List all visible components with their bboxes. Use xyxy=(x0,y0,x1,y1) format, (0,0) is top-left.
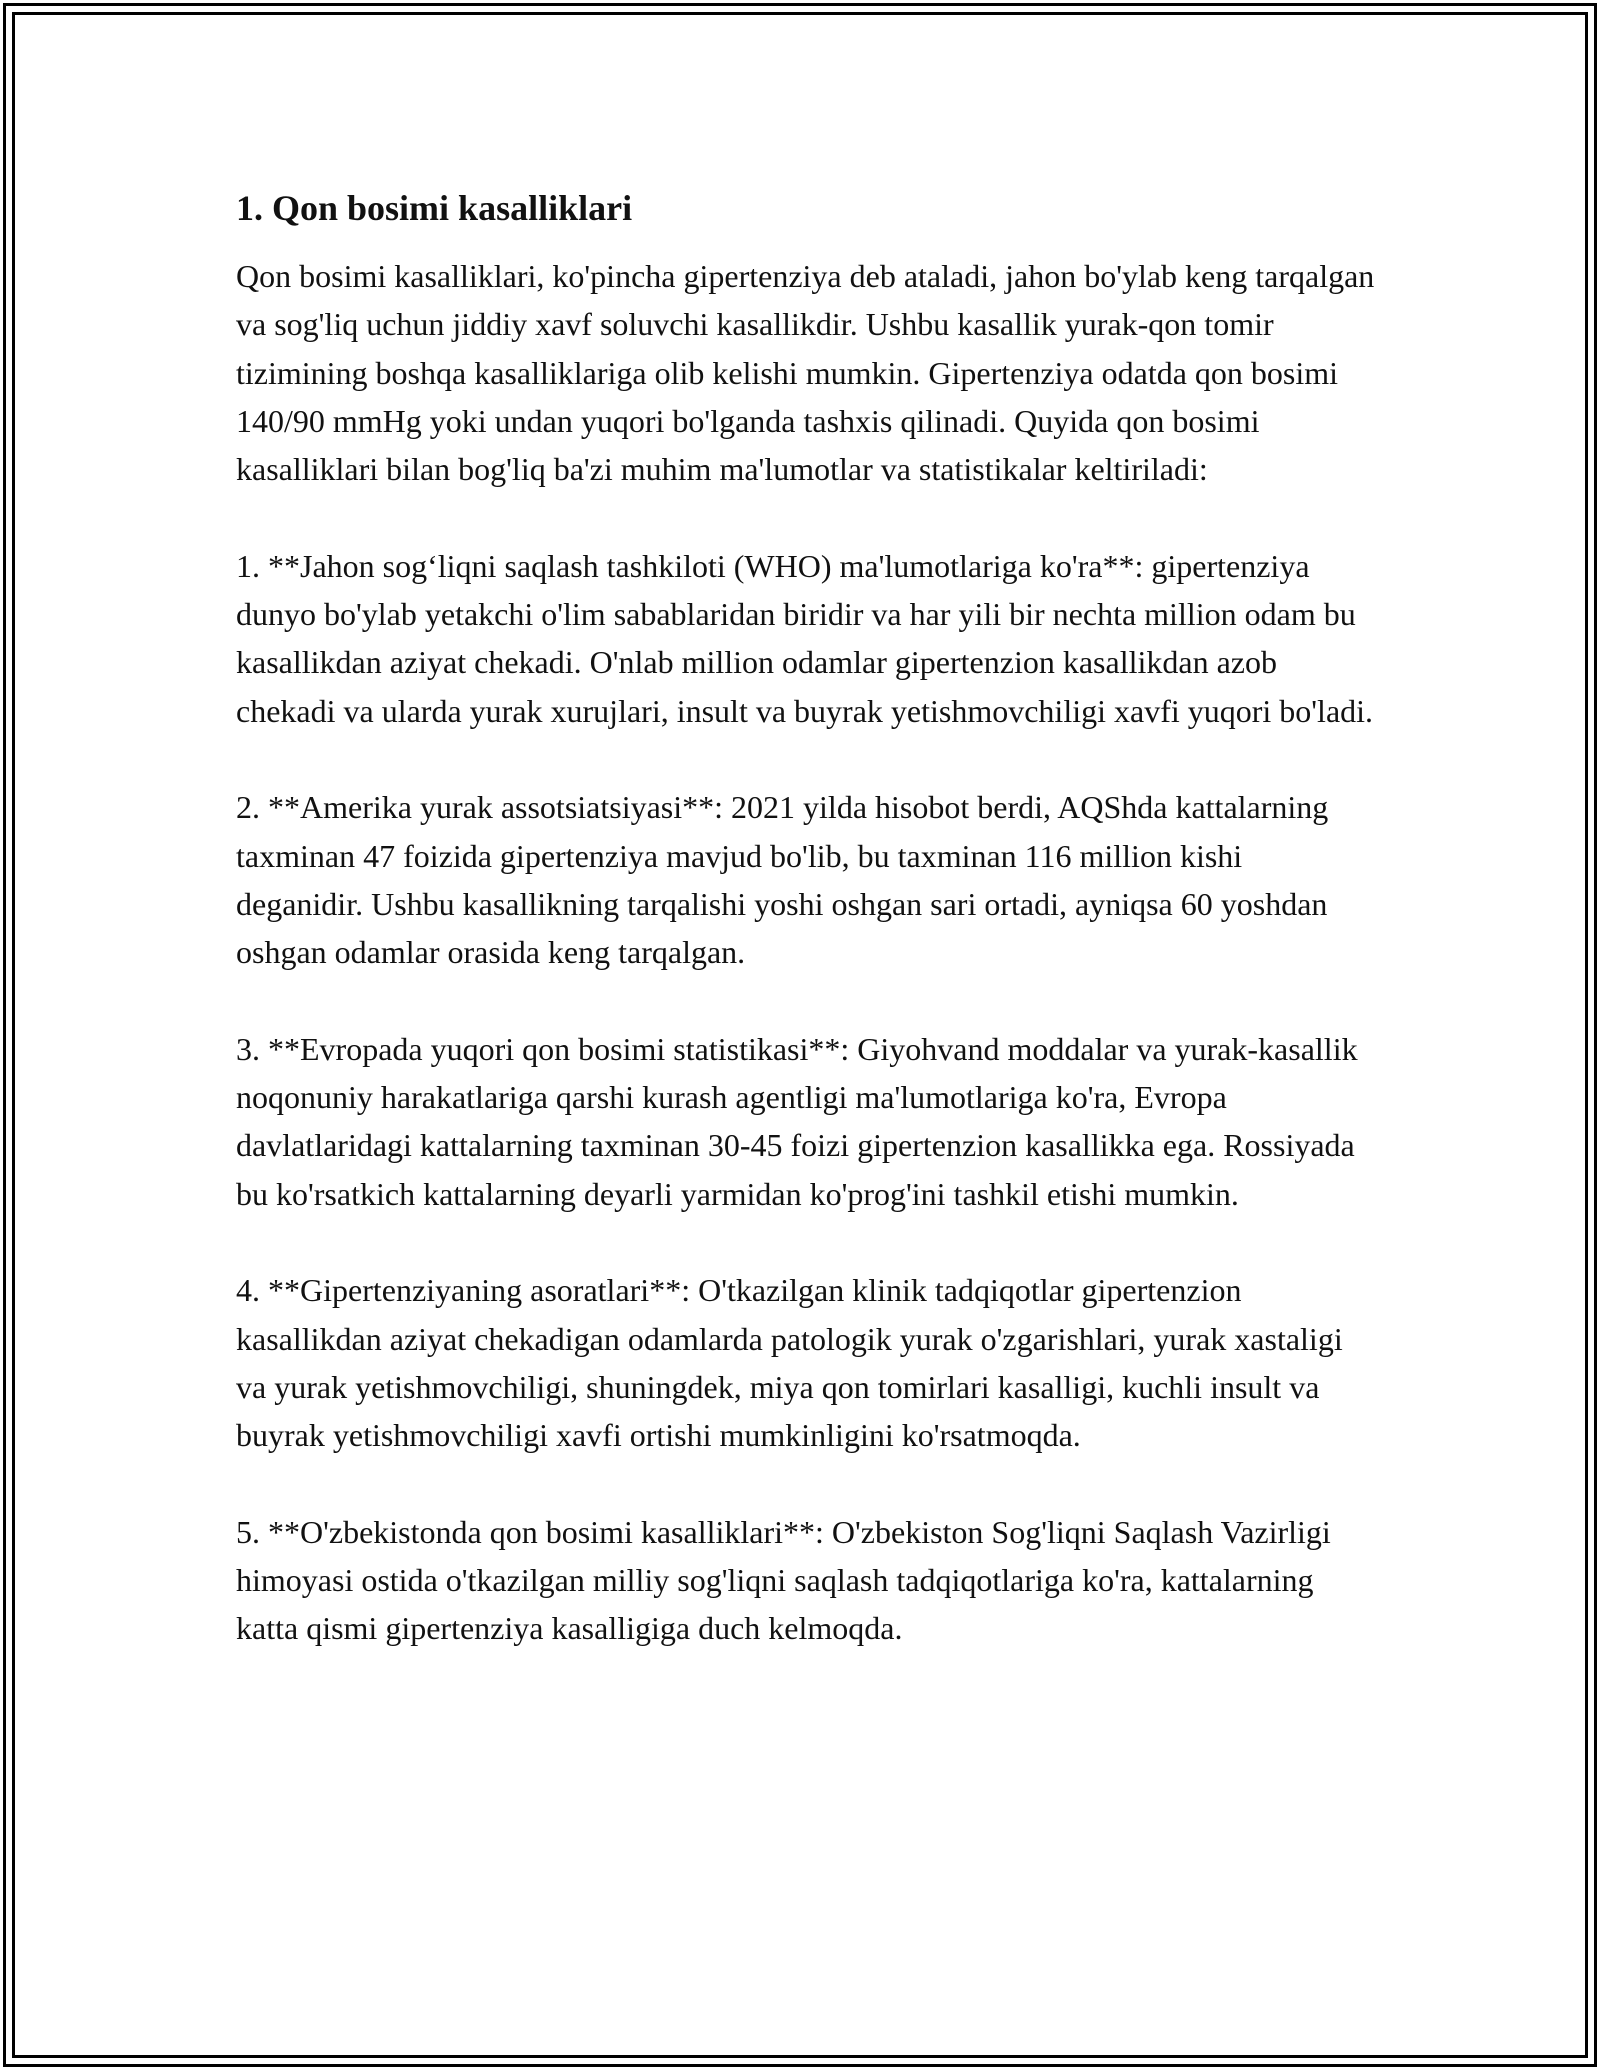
list-item-aha: 2. **Amerika yurak assotsiatsiyasi**: 2021 yilda hisobot berdi, AQShda kattalarning taxminan 47 foizida gipertenziya mavjud bo'lib, bu taxminan 116 million kishi deganidir. Ushbu kasallikning tarqalishi yoshi oshgan sari ortadi, ayniqsa 60 yoshdan oshgan odamlar orasida keng tarqalgan. xyxy=(236,789,1329,971)
list-item-complications: 4. **Gipertenziyaning asoratlari**: O'tkazilgan klinik tadqiqotlar gipertenzion kasallikdan aziyat chekadigan odamlarda patologik yurak o'zgarishlari, yurak xastaligi va yurak yetishmovchiligi, shuningdek, miya qon tomirlari kasalligi, kuchli insult va buyrak yetishmovchiligi xavfi ortishi mumkinligini ko'rsatmoqda. xyxy=(236,1272,1343,1454)
intro-paragraph: Qon bosimi kasalliklari, ko'pincha gipertenziya deb ataladi, jahon bo'ylab keng tarqalgan va sog'liq uchun jiddiy xavf soluvchi kasallikdir. Ushbu kasallik yurak-qon tomir tizimining boshqa kasalliklariga olib kelishi mumkin. Gipertenziya odatda qon bosimi 140/90 mmHg yoki undan yuqori bo'lganda tashxis qilinadi. Quyida qon bosimi kasalliklari bilan bog'liq ba'zi muhim ma'lumotlar va statistikalar keltiriladi: xyxy=(236,258,1375,488)
list-item-uzbekistan: 5. **O'zbekistonda qon bosimi kasalliklari**: O'zbekiston Sog'liqni Saqlash Vazirligi himoyasi ostida o'tkazilgan milliy sog'liqni saqlash tadqiqotlariga ko'ra, kattalarning katta qismi gipertenziya kasalligiga duch kelmoqda. xyxy=(236,1513,1331,1647)
list-item-who: 1. **Jahon sog‘liqni saqlash tashkiloti (WHO) ma'lumotlariga ko'ra**: gipertenziya dunyo bo'ylab yetakchi o'lim sabablaridan biridir va har yili bir nechta million odam bu kasallikdan aziyat chekadi. O'nlab million odamlar gipertenzion kasallikdan azob chekadi va ularda yurak xurujlari, insult va buyrak yetishmovchiligi xavfi yuqori bo'ladi. xyxy=(236,547,1374,729)
section-title: 1. Qon bosimi kasalliklari xyxy=(236,188,633,228)
list-item-europe: 3. **Evropada yuqori qon bosimi statistikasi**: Giyohvand moddalar va yurak-kasallik noqonuniy harakatlariga qarshi kurash agentligi ma'lumotlariga ko'ra, Evropa davlatlaridagi kattalarning taxminan 30-45 foizi gipertenzion kasallikka ega. Rossiyada bu ko'rsatkich kattalarning deyarli yarmidan ko'prog'ini tashkil etishi mumkin. xyxy=(236,1030,1358,1212)
document-body xyxy=(236,184,1376,1653)
